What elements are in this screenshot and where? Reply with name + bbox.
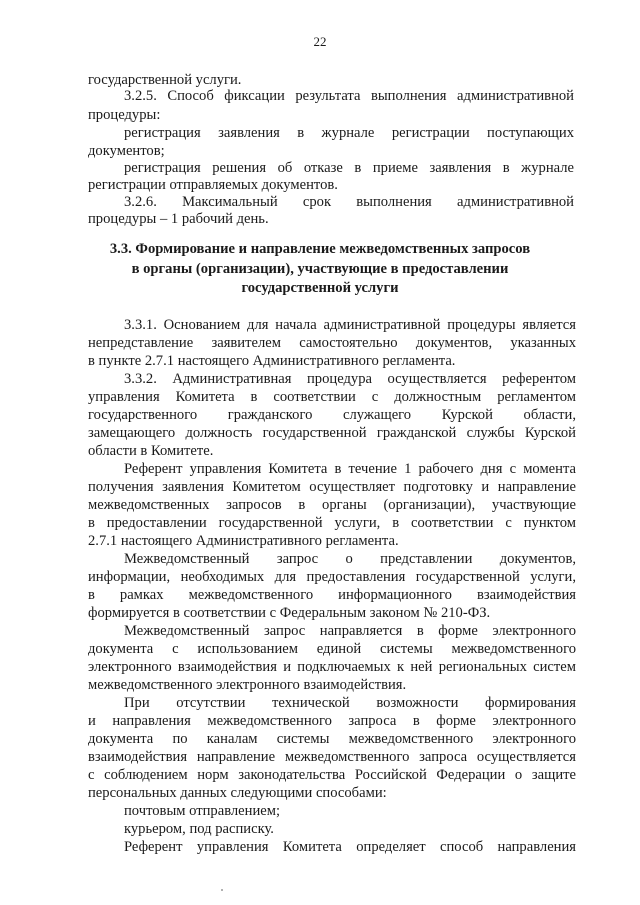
text-line: в рамках межведомственного информационного взаимодействия (88, 587, 576, 603)
text-line: персональных данных следующими способами: (88, 785, 387, 801)
text-line: Референт управления Комитета определяет способ направления (124, 839, 576, 855)
text-line: межведомственных запросов в органы (организации), участвующие (88, 497, 576, 513)
text-line: 3.2.5. Способ фиксации результата выполнения административной (124, 88, 574, 104)
text-line: При отсутствии технической возможности формирования (124, 695, 576, 711)
text-line: процедуры: (88, 107, 161, 123)
text-line: и направления межведомственного запроса в форме электронного (88, 713, 576, 729)
text-line: документа с использованием единой системы межведомственного (88, 641, 576, 657)
text-line: государственного гражданского служащего Курской области, (88, 407, 576, 423)
text-line: курьером, под расписку. (124, 821, 274, 837)
text-line: Межведомственный запрос направляется в форме электронного (124, 623, 576, 639)
section-heading (95, 240, 545, 299)
text-line: формируется в соответствии с Федеральным законом № 210-ФЗ. (88, 605, 491, 621)
heading-line: в органы (организации), участвующие в предоставлении (131, 260, 509, 277)
text-line: в пункте 2.7.1 настоящего Административного регламента. (88, 353, 456, 369)
text-line: области в Комитете. (88, 443, 214, 459)
text-line: регистрация решения об отказе в приеме заявления в журнале (124, 160, 574, 176)
scan-speck (221, 889, 223, 891)
text-line: документов; (88, 143, 165, 159)
text-line: в предоставлении государственной услуги, в соответствии с пунктом (88, 515, 576, 531)
text-line: информации, необходимых для предоставления государственной услуги, (88, 569, 576, 585)
text-line: документа по каналам системы межведомственного электронного (88, 731, 576, 747)
text-line: 3.3.2. Административная процедура осуществляется референтом (124, 371, 576, 387)
text-line: Референт управления Комитета в течение 1 рабочего дня с момента (124, 461, 576, 477)
text-line: непредставление заявителем самостоятельно документов, указанных (88, 335, 576, 351)
text-line: 2.7.1 настоящего Административного регламента. (88, 533, 399, 549)
text-line: с соблюдением норм законодательства Российской Федерации о защите (88, 767, 576, 783)
heading-line: 3.3. Формирование и направление межведомственных запросов (109, 241, 531, 257)
text-line: регистрация заявления в журнале регистрации поступающих (124, 125, 574, 141)
heading-line: государственной услуги (241, 280, 399, 296)
text-line: электронного взаимодействия и подключаемых к ней региональных систем (88, 659, 576, 675)
text-line: замещающего должность государственной гражданской службы Курской (88, 425, 576, 441)
text-line: взаимодействия направление межведомственного запроса осуществляется (88, 749, 576, 765)
text-line: управления Комитета в соответствии с должностным регламентом (88, 389, 576, 405)
text-line: получения заявления Комитетом осуществляет подготовку и направление (88, 479, 576, 495)
text-line: почтовым отправлением; (124, 803, 281, 819)
text-line: межведомственного электронного взаимодействия. (88, 677, 407, 693)
text-line: регистрации отправляемых документов. (88, 177, 338, 193)
text-line: Межведомственный запрос о представлении документов, (124, 551, 576, 567)
text-line: 3.3.1. Основанием для начала административной процедуры является (124, 317, 576, 333)
text-line: государственной услуги. (88, 72, 242, 88)
text-line: 3.2.6. Максимальный срок выполнения административной (124, 194, 574, 210)
text-line: процедуры – 1 рабочий день. (88, 211, 269, 227)
page-number: 22 (313, 34, 327, 49)
